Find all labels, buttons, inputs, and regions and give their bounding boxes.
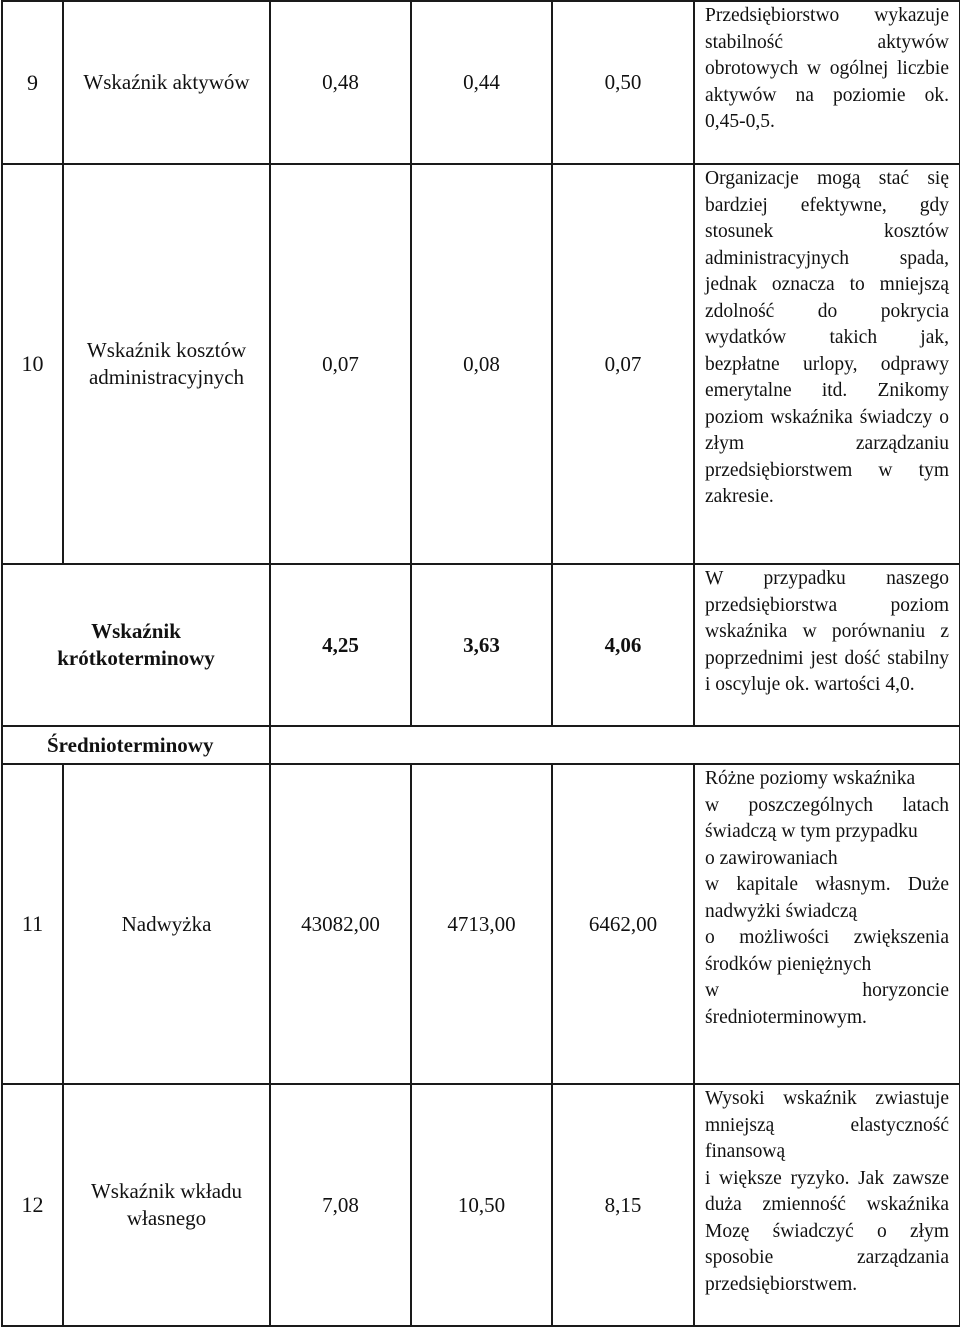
table-row xyxy=(2,1,960,164)
table-row xyxy=(2,1084,960,1326)
row-number: 11 xyxy=(2,764,63,1084)
row-number: 9 xyxy=(2,1,63,164)
value-year-2: 10,50 xyxy=(411,1084,552,1326)
indicator-name: Wskaźnik wkładu własnego xyxy=(63,1084,270,1326)
value-year-3: 0,07 xyxy=(552,164,694,564)
indicator-name: Nadwyżka xyxy=(63,764,270,1084)
value-year-3: 0,50 xyxy=(552,1,694,164)
section-empty-cell xyxy=(270,726,960,764)
summary-row xyxy=(2,564,960,726)
value-year-1: 7,08 xyxy=(270,1084,411,1326)
row-number: 10 xyxy=(2,164,63,564)
value-year-1: 0,48 xyxy=(270,1,411,164)
value-year-1: 43082,00 xyxy=(270,764,411,1084)
table-row xyxy=(2,164,960,564)
value-year-2: 0,08 xyxy=(411,164,552,564)
indicator-name: Wskaźnik aktywów xyxy=(63,1,270,164)
value-year-2: 0,44 xyxy=(411,1,552,164)
indicator-description: Organizacje mogą stać się bardziej efektywne, gdy stosunek kosztów administracyjnych spada, jednak oznacza to mniejszą zdolność do pokrycia wydatków takich jak, bezpłatne urlopy, odprawy emerytalne itd. Znikomy poziom wskaźnika świadczy o złym zarządzaniu przedsiębiorstwem w tym zakresie. xyxy=(694,164,960,564)
table-row xyxy=(2,764,960,1084)
summary-description: W przypadku naszego przedsiębiorstwa poziom wskaźnika w porównaniu z poprzednimi jest dość stabilny i oscyluje ok. wartości 4,0. xyxy=(694,564,960,726)
value-year-3: 8,15 xyxy=(552,1084,694,1326)
indicator-description: Różne poziomy wskaźnika w poszczególnych latach świadczą w tym przypadku o zawirowaniach w kapitale własnym. Duże nadwyżki świadczą o możliwości zwiększenia środków pieniężnych w horyzoncie średnioterminowym. xyxy=(694,764,960,1084)
indicator-description: Wysoki wskaźnik zwiastuje mniejszą elastyczność finansową i większe ryzyko. Jak zawsze duża zmienność wskaźnika Mozę świadczyć o złym sposobie zarządzania przedsiębiorstwem. xyxy=(694,1084,960,1326)
summary-value-year-1: 4,25 xyxy=(270,564,411,726)
indicator-description: Przedsiębiorstwo wykazuje stabilność aktywów obrotowych w ogólnej liczbie aktywów na poziomie ok. 0,45-0,5. xyxy=(694,1,960,164)
summary-value-year-2: 3,63 xyxy=(411,564,552,726)
row-number: 12 xyxy=(2,1084,63,1326)
indicator-table xyxy=(1,0,960,1327)
value-year-3: 6462,00 xyxy=(552,764,694,1084)
indicator-name: Wskaźnik kosztów administracyjnych xyxy=(63,164,270,564)
value-year-1: 0,07 xyxy=(270,164,411,564)
summary-name: Wskaźnik krótkoterminowy xyxy=(2,564,270,726)
summary-value-year-3: 4,06 xyxy=(552,564,694,726)
value-year-2: 4713,00 xyxy=(411,764,552,1084)
section-row xyxy=(2,726,960,764)
section-title: Średnioterminowy xyxy=(2,726,270,764)
